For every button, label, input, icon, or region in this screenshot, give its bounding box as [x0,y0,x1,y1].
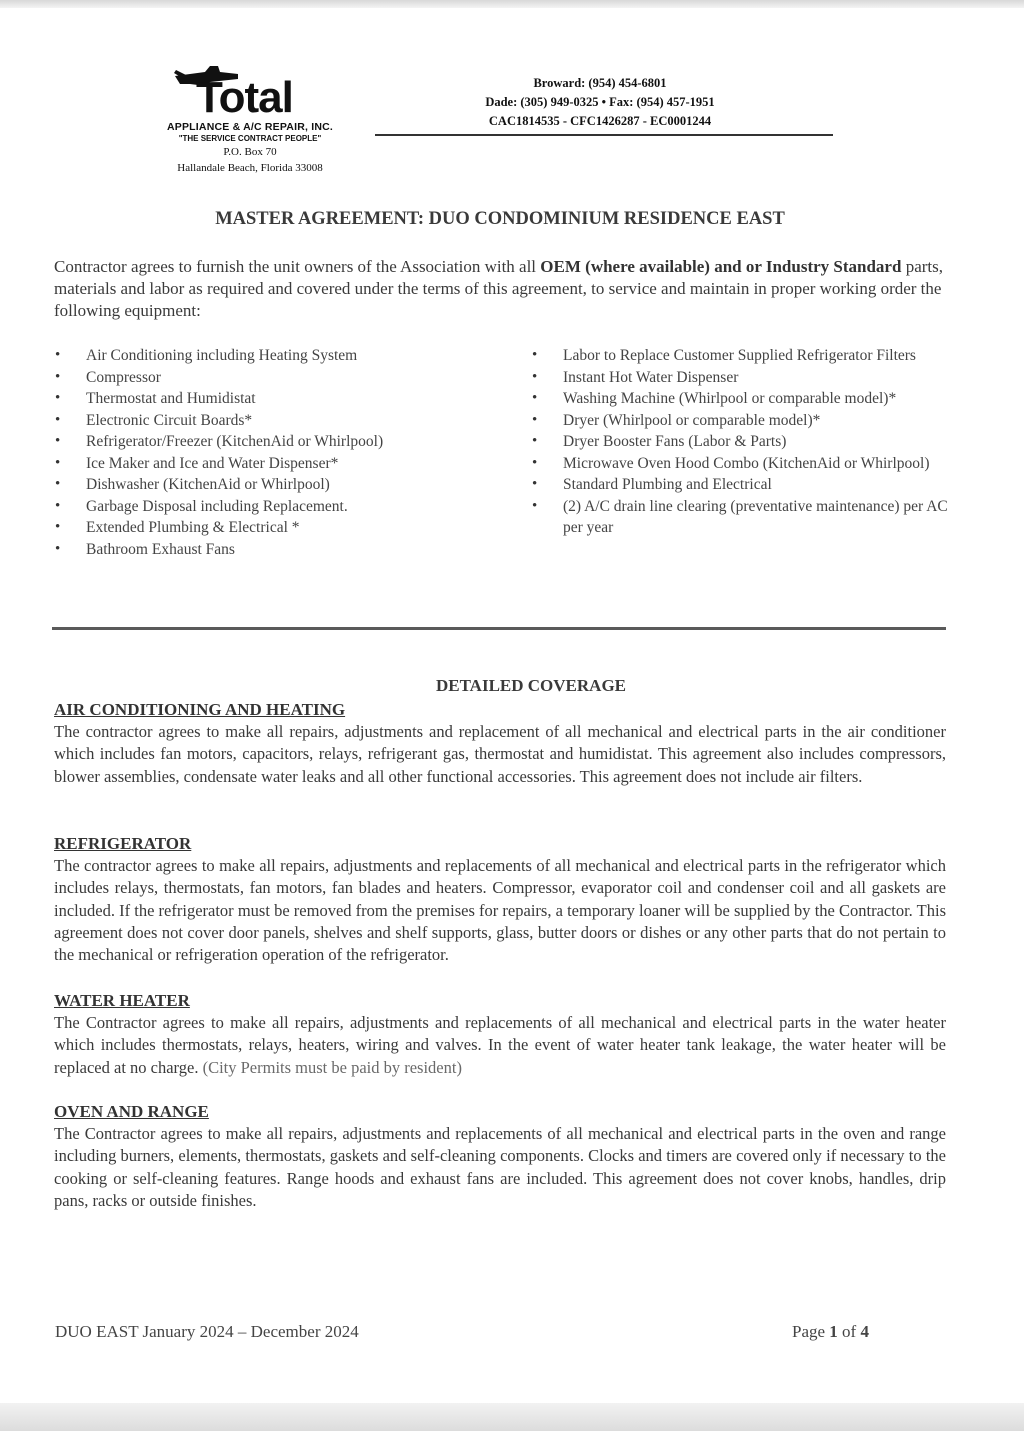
page-current: 1 [829,1322,838,1341]
list-item: • Garbage Disposal including Replacement. [55,496,485,518]
footer-page-number [792,1322,869,1342]
company-block [150,121,350,175]
list-item: • Electronic Circuit Boards* [55,410,485,432]
water-heater-text: The Contractor agrees to make all repairs, adjustments and replacements of all mechanical and electrical parts in the water heater which includes thermostats, relays, heaters, wiring and valves. In the event of water heater tank leakage, the water heater will be replaced at no charge. [54,1013,946,1077]
list-item: • Standard Plumbing and Electrical [532,474,952,496]
list-item: • Instant Hot Water Dispenser [532,367,952,389]
company-name: APPLIANCE & A/C REPAIR, INC. [166,121,334,133]
page-edge-bottom [0,1403,1024,1431]
company-po-box: P.O. Box 70 [223,146,277,158]
header-rule [375,134,833,136]
section-heading: WATER HEATER [54,991,190,1010]
page-edge-top [0,0,1024,8]
phone-broward: Broward: (954) 454-6801 [533,76,667,90]
list-item: • Washing Machine (Whirlpool or comparable model)* [532,388,952,410]
list-item: • Thermostat and Humidistat [55,388,485,410]
coverage-title: DETAILED COVERAGE [435,676,627,695]
list-item: • Compressor [55,367,485,389]
section-body: The Contractor agrees to make all repairs, adjustments and replacements of all mechanical and electrical parts in the oven and range including burners, elements, thermostats, gaskets and self-cleaning components. Clocks and timers are covered only if necessary to the cooking or self-cleaning features. Range hoods and exhaust fans are included. This agreement does not cover knobs, handles, drip pans, racks or outside finishes. [54,1124,946,1210]
list-item: • Bathroom Exhaust Fans [55,539,485,561]
permit-note: (City Permits must be paid by resident) [202,1057,462,1077]
company-city: Hallandale Beach, Florida 33008 [177,162,323,174]
equipment-list-right [532,345,952,539]
company-tagline: "THE SERVICE CONTRACT PEOPLE" [178,134,322,143]
intro-text-1: Contractor agrees to furnish the unit owners of the Association with all [54,257,541,276]
intro-bold: OEM (where available) and or Industry Standard [540,257,902,276]
section-oven-range [54,1101,946,1212]
list-item: • (2) A/C drain line clearing (preventative maintenance) per AC per year [532,496,952,539]
contact-block [420,74,780,131]
list-item: • Dryer (Whirlpool or comparable model)* [532,410,952,432]
section-heading: AIR CONDITIONING AND HEATING [54,700,346,719]
list-item: • Dryer Booster Fans (Labor & Parts) [532,431,952,453]
list-item: • Microwave Oven Hood Combo (KitchenAid or Whirlpool) [532,453,952,475]
license-numbers: CAC1814535 - CFC1426287 - EC0001244 [488,114,712,128]
list-item: • Labor to Replace Customer Supplied Refrigerator Filters [532,345,952,367]
page-word: Page [792,1322,830,1341]
footer-period: DUO EAST January 2024 – December 2024 [55,1322,359,1341]
document-title: MASTER AGREEMENT: DUO CONDOMINIUM RESIDENCE EAST [215,209,785,229]
list-item: • Extended Plumbing & Electrical * [55,517,485,539]
section-body [54,1012,946,1079]
phone-dade-fax: Dade: (305) 949-0325 • Fax: (954) 457-1951 [485,95,715,109]
section-water-heater [54,990,946,1079]
section-heading: OVEN AND RANGE [54,1102,209,1121]
svg-text:Total: Total [196,73,293,122]
equipment-list-left [55,345,485,560]
section-refrigerator [54,833,946,966]
page-total: 4 [860,1322,869,1341]
list-item: • Ice Maker and Ice and Water Dispenser* [55,453,485,475]
of-word: of [837,1322,861,1341]
intro-paragraph [54,256,944,322]
total-logo [150,62,355,122]
list-item: • Air Conditioning including Heating System [55,345,485,367]
section-heading: REFRIGERATOR [54,834,192,853]
section-body: The contractor agrees to make all repairs, adjustments and replacements of all mechanical and electrical parts in the refrigerator which includes relays, thermostats, fan motors, fan blades and heaters. Compressor, evaporator coil and condenser coil and all gaskets are included. If the refrigerator must be removed from the premises for repairs, a temporary loaner will be supplied by the Contractor. This agreement does not cover door panels, shelves and shelf supports, glass, butter doors or dishes or any other parts that do not pertain to the mechanical or refrigeration operation of the refrigerator. [54,856,946,965]
section-air-conditioning [54,699,946,788]
section-body: The contractor agrees to make all repairs, adjustments and replacement of all mechanical and electrical parts in the air conditioner which includes fan motors, capacitors, relays, refrigerant gas, thermostat and humidistat. This agreement also includes compressors, blower assemblies, condensate water leaks and all other functional accessories. This agreement does not include air filters. [54,722,946,786]
list-item: • Dishwasher (KitchenAid or Whirlpool) [55,474,485,496]
intro-text-2: parts, materials and labor as required and covered under the terms of this agreement, to service and maintain in proper working order the following equipment: [54,257,943,320]
section-divider [52,627,946,630]
list-item: • Refrigerator/Freezer (KitchenAid or Whirlpool) [55,431,485,453]
